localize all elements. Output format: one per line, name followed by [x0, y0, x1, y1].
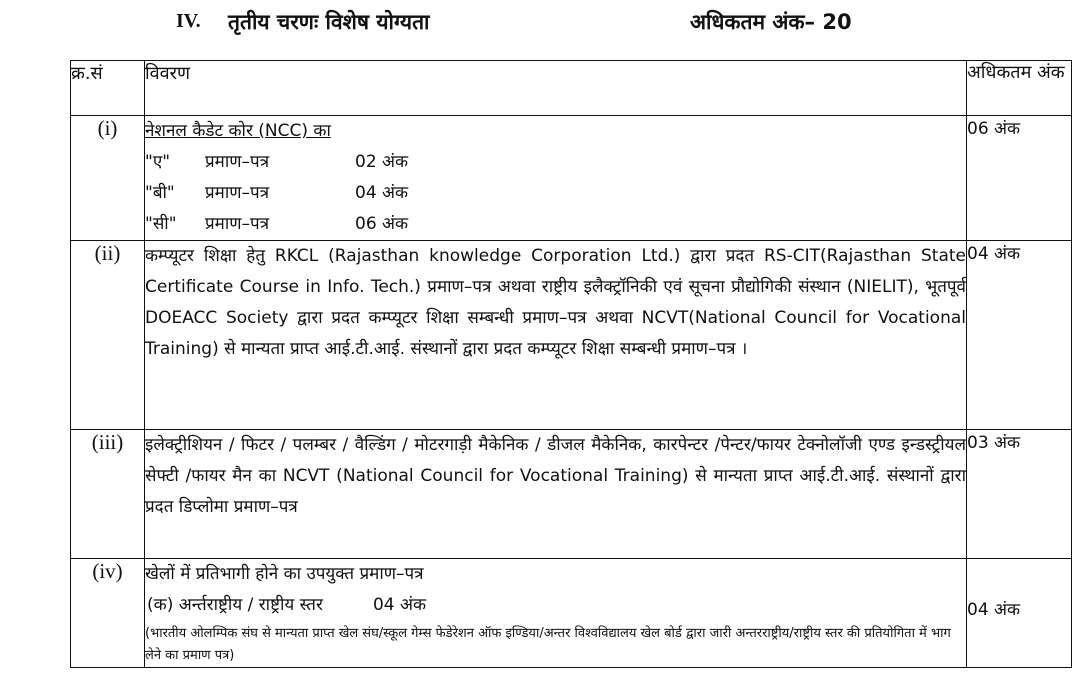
computer-education-text: कम्प्यूटर शिक्षा हेतु RKCL (Rajasthan knowledge Corporation Ltd.) द्वारा प्रदत RS-CIT(Rajasthan State Certificate Course in Info. Tech.) प्रमाण–पत्र अथवा राष्ट्रीय इलैक्ट्रॉनिकी एवं सूचना प्रौद्योगिकी संस्थान (NIELIT), भूतपूर्व DOEACC Society द्वारा प्रदत कम्प्यूटर शिक्षा सम्बन्धी प्रमाण–पत्र अथवा NCVT(National Council for Vocational Training) से मान्यता प्राप्त आई.टी.आई. संस्थानों द्वारा प्रदत कम्प्यूटर शिक्षा सम्बन्धी प्रमाण–पत्र । — [145, 246, 966, 359]
row-description — [145, 430, 967, 559]
row-sno: (ii) — [71, 241, 145, 430]
row-description — [145, 241, 967, 430]
row-max-marks: 06 अंक — [967, 116, 1072, 241]
table-row — [71, 430, 1072, 559]
header-max-marks: अधिकतम अंक — [967, 61, 1072, 116]
cert-marks: 02 अंक — [355, 152, 409, 172]
cert-marks: 04 अंक — [355, 183, 409, 203]
row-max-marks: 04 अंक — [967, 559, 1072, 668]
cert-type: प्रमाण–पत्र — [205, 183, 270, 203]
section-title: तृतीय चरणः विशेष योग्यता — [228, 10, 430, 34]
table-row — [71, 241, 1072, 430]
ncc-cert-line — [145, 178, 966, 209]
row-description — [145, 116, 967, 241]
section-number: IV. — [176, 10, 201, 32]
table-row — [71, 559, 1072, 668]
section-max-marks: अधिकतम अंक– 20 — [690, 10, 852, 34]
section-heading — [0, 0, 1041, 50]
table-row — [71, 116, 1072, 241]
ncc-cert-line — [145, 209, 966, 240]
marks-table — [70, 60, 1072, 668]
cert-marks: 06 अंक — [355, 214, 409, 234]
table-header-row — [71, 61, 1072, 116]
cert-type: प्रमाण–पत्र — [205, 214, 270, 234]
cert-grade: "ए" — [145, 152, 171, 172]
sports-sub-marks: 04 अंक — [372, 595, 427, 615]
row-sno: (iii) — [71, 430, 145, 559]
row-max-marks: 04 अंक — [967, 241, 1072, 430]
sports-sub-item — [145, 590, 966, 621]
cert-grade: "बी" — [145, 183, 175, 203]
sports-note: (भारतीय ओलम्पिक संघ से मान्यता प्राप्त खेल संघ/स्कूल गेम्स फेडेरेशन ऑफ इण्डिया/अन्तर विश्वविद्यालय खेल बोर्ड द्वारा जारी अन्तरराष्ट्रीय/राष्ट्रीय स्तर की प्रतियोगिता में भाग लेने का प्रमाण पत्र) — [145, 626, 951, 663]
cert-grade: "सी" — [145, 214, 177, 234]
header-description: विवरण — [145, 61, 967, 116]
iti-trades-text: इलेक्ट्रीशियन / फिटर / पलम्बर / वैल्डिंग / मोटरगाड़ी मैकेनिक / डीजल मैकेनिक, कारपेन्टर /पेन्टर/फायर टेक्नोलॉजी एण्ड इन्डस्ट्रीयल सेफ्टी /फायर मैन का NCVT (National Council for Vocational Training) से मान्यता प्राप्त आई.टी.आई. संस्थानों द्वारा प्रदत डिप्लोमा प्रमाण–पत्र — [145, 435, 966, 517]
sports-sub-label: (क) अर्न्तराष्ट्रीय / राष्ट्रीय स्तर — [147, 595, 323, 615]
row-max-marks: 03 अंक — [967, 430, 1072, 559]
row-description — [145, 559, 967, 668]
row-sno: (i) — [71, 116, 145, 241]
ncc-title: नेशनल कैडेट कोर (NCC) का — [145, 121, 331, 141]
cert-type: प्रमाण–पत्र — [205, 152, 270, 172]
sports-title: खेलों में प्रतिभागी होने का उपयुक्त प्रमाण–पत्र — [145, 564, 424, 584]
ncc-cert-line — [145, 147, 966, 178]
row-sno: (iv) — [71, 559, 145, 668]
header-sno: क्र.सं — [71, 61, 145, 116]
